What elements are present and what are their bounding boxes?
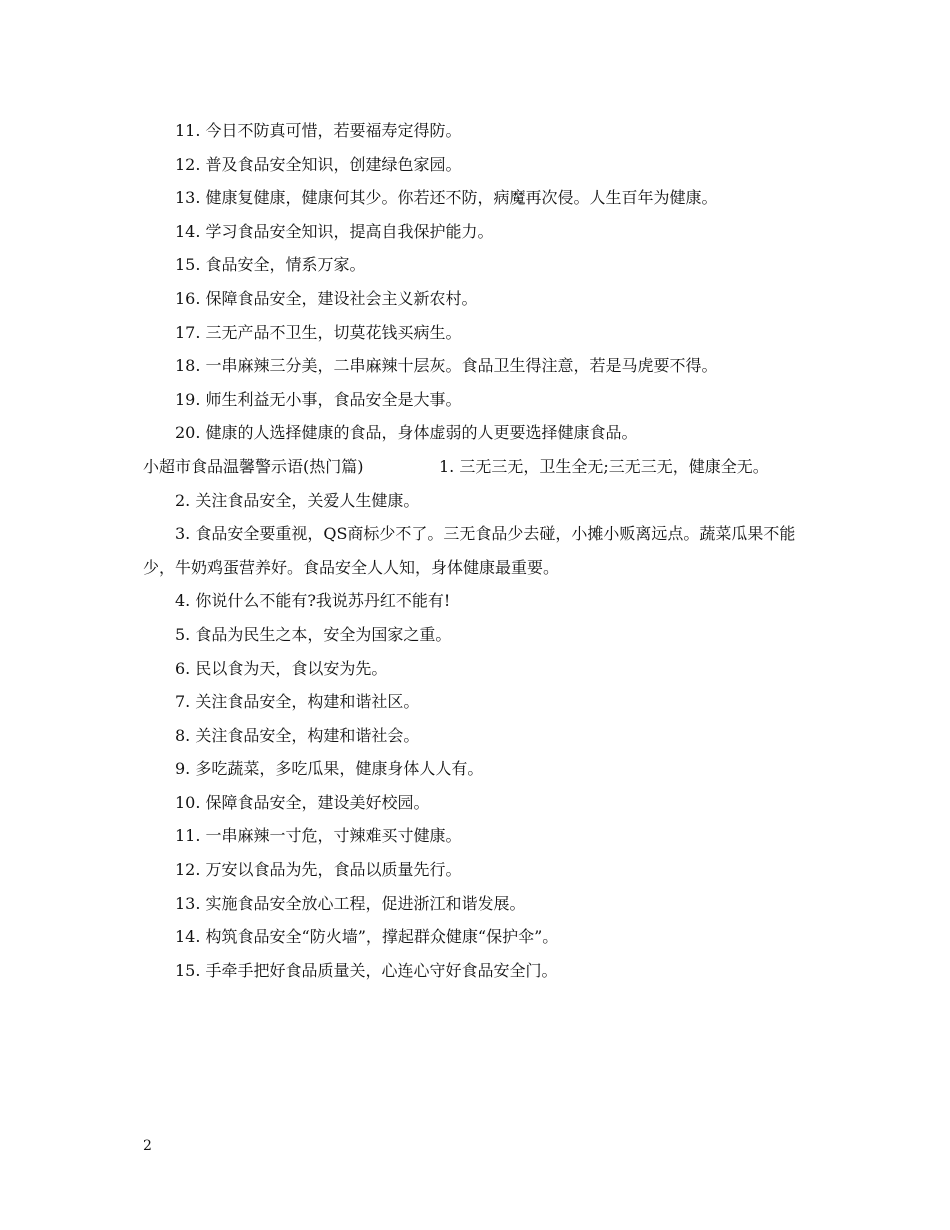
list-item: 11. 一串麻辣一寸危，寸辣难买寸健康。 [175, 826, 462, 846]
list-item: 13. 实施食品安全放心工程，促进浙江和谐发展。 [175, 893, 526, 913]
list-item: 13. 健康复健康，健康何其少。你若还不防，病魔再次侵。人生百年为健康。 [175, 188, 718, 208]
document-body [143, 114, 823, 987]
list-item: 15. 食品安全，情系万家。 [175, 255, 366, 275]
list-item: 10. 保障食品安全，建设美好校园。 [175, 792, 430, 812]
list-item: 18. 一串麻辣三分美，二串麻辣十层灰。食品卫生得注意，若是马虎要不得。 [175, 356, 718, 376]
list-item: 2. 关注食品安全，关爱人生健康。 [175, 490, 420, 510]
list-item: 14. 构筑食品安全“防火墙”，撑起群众健康“保护伞”。 [175, 927, 559, 947]
list-item: 12. 万安以食品为先，食品以质量先行。 [175, 860, 462, 880]
list-item: 3. 食品安全要重视，QS商标少不了。三无食品少去碰，小摊小贩离远点。蔬菜瓜果不能少，牛奶鸡蛋营养好。食品安全人人知，身体健康最重要。 [143, 524, 796, 577]
list-item: 16. 保障食品安全，建设社会主义新农村。 [175, 288, 478, 308]
list-item: 11. 今日不防真可惜，若要福寿定得防。 [175, 121, 462, 140]
list-item: 9. 多吃蔬菜，多吃瓜果，健康身体人人有。 [175, 759, 484, 779]
page-number: 2 [143, 1138, 152, 1154]
list-item: 4. 你说什么不能有?我说苏丹红不能有! [175, 591, 451, 611]
section-title: 小超市食品温馨警示语(热门篇) [143, 456, 364, 476]
section-heading-line [143, 450, 823, 484]
list-item: 8. 关注食品安全，构建和谐社会。 [175, 725, 420, 745]
list-item: 17. 三无产品不卫生，切莫花钱买病生。 [175, 322, 462, 342]
list-item: 7. 关注食品安全，构建和谐社区。 [175, 692, 420, 712]
list-item: 12. 普及食品安全知识，创建绿色家园。 [175, 154, 462, 174]
list-item: 15. 手牵手把好食品质量关，心连心守好食品安全门。 [175, 960, 558, 980]
list-item: 1. 三无三无，卫生全无;三无三无，健康全无。 [439, 456, 769, 476]
list-item: 14. 学习食品安全知识，提高自我保护能力。 [175, 221, 494, 241]
list-item: 5. 食品为民生之本，安全为国家之重。 [175, 624, 452, 644]
list-item: 20. 健康的人选择健康的食品，身体虚弱的人更要选择健康食品。 [175, 423, 638, 443]
list-item: 19. 师生利益无小事，食品安全是大事。 [175, 389, 462, 409]
list-item: 6. 民以食为天，食以安为先。 [175, 658, 388, 678]
